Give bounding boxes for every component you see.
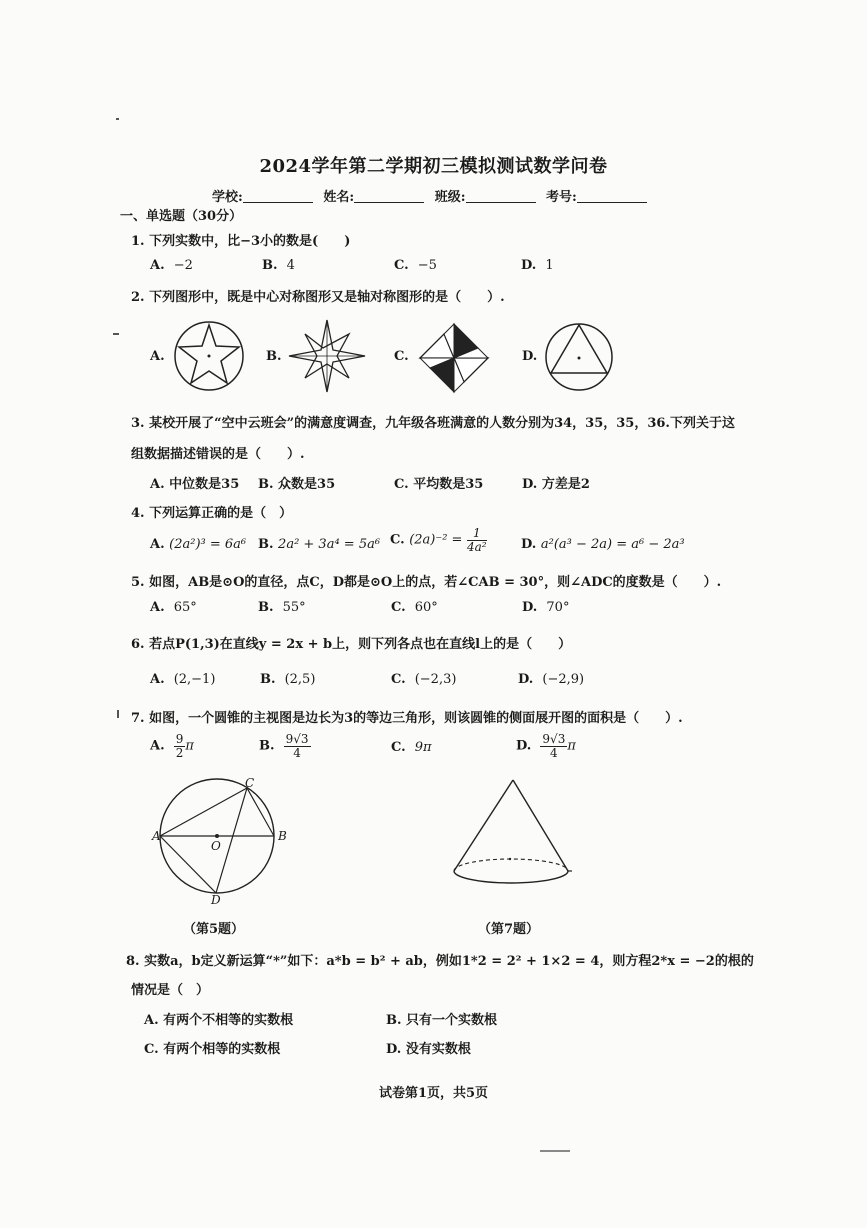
q6-option-a[interactable]: A. (2,−1) (150, 672, 216, 687)
class-label: 班级: (434, 190, 466, 205)
question-3-line2: 组数据描述错误的是（ ）. (131, 447, 305, 462)
question-6: 6. 若点P(1,3)在直线y = 2x + b上，则下列各点也在直线l上的是（ ） (131, 637, 572, 652)
q5-option-b[interactable]: B. 55° (258, 600, 306, 615)
label-o: O (211, 839, 221, 853)
compass-star-figure (287, 318, 367, 394)
q7-option-d[interactable]: D. $\frac{9√3}{4}$ π (516, 732, 576, 760)
q4-option-d[interactable]: D. a²(a³ − 2a) = a⁶ − 2a³ (521, 537, 685, 552)
question-2: 2. 下列图形中，既是中心对称图形又是轴对称图形的是（ ）. (131, 290, 505, 305)
question-1: 1. 下列实数中，比−3小的数是( ) (131, 234, 351, 249)
exam-no-label: 考号: (546, 190, 577, 205)
q7-figure-caption: （第7题） (478, 922, 540, 937)
scan-speck (117, 710, 119, 718)
school-blank[interactable] (243, 190, 313, 203)
fraction: $\frac{1}{\text{4a²}}$ (466, 526, 487, 554)
label-b: B (278, 829, 287, 843)
q8-option-c[interactable]: C. 有两个相等的实数根 (144, 1042, 281, 1057)
scan-speck (113, 333, 119, 335)
scan-speck (540, 1150, 570, 1152)
q2-option-c[interactable]: C. (394, 349, 409, 364)
q1-option-b[interactable]: B. 4 (262, 258, 295, 273)
star-in-circle-figure (172, 321, 246, 391)
q5-figure-caption: （第5题） (183, 922, 245, 937)
q7-option-c[interactable]: C. 9π (391, 740, 432, 755)
q6-option-b[interactable]: B. (2,5) (260, 672, 316, 687)
q6-option-c[interactable]: C. (−2,3) (391, 672, 457, 687)
class-blank[interactable] (466, 190, 536, 203)
q2-option-d[interactable]: D. (522, 349, 538, 364)
name-blank[interactable] (354, 190, 424, 203)
q4-option-a[interactable]: A. (2a²)³ = 6a⁶ (150, 537, 247, 552)
q6-option-d[interactable]: D. (−2,9) (518, 672, 585, 687)
q5-option-a[interactable]: A. 65° (150, 600, 197, 615)
page-title: 2024学年第二学期初三模拟测试数学问卷 (259, 156, 608, 177)
q5-option-d[interactable]: D. 70° (522, 600, 570, 615)
question-4: 4. 下列运算正确的是（ ） (131, 506, 293, 521)
q7-option-a[interactable]: A. $\frac{9}{2}$ π (150, 732, 194, 760)
student-info-line (212, 186, 653, 205)
q3-option-c[interactable]: C. 平均数是35 (394, 477, 484, 492)
name-label: 姓名: (323, 190, 355, 205)
q4-option-b[interactable]: B. 2a² + 3a⁴ = 5a⁶ (258, 537, 381, 552)
pinwheel-figure (418, 322, 490, 394)
label-d: D (211, 893, 221, 907)
label-a: A (152, 829, 161, 843)
q1-option-a[interactable]: A. −2 (150, 258, 193, 273)
q1-option-d[interactable]: D. 1 (521, 258, 554, 273)
q8-option-b[interactable]: B. 只有一个实数根 (386, 1013, 498, 1028)
q4-option-c[interactable]: C. (2a)⁻² = $\frac{1}{\text{4a²}}$ (390, 526, 487, 554)
question-8: 8. 实数a，b定义新运算“*”如下：a*b = b² + ab，例如1*2 = 2² + 1×2 = 4，则方程2*x = −2的根的 (126, 954, 754, 969)
q8-option-d[interactable]: D. 没有实数根 (386, 1042, 471, 1057)
q3-option-a[interactable]: A. 中位数是35 (150, 477, 240, 492)
q2-option-b[interactable]: B. (266, 349, 282, 364)
q7-cone-figure (448, 776, 588, 896)
q7-option-b[interactable]: B. $\frac{9√3}{4}$ (259, 732, 309, 760)
q1-option-c[interactable]: C. −5 (394, 258, 437, 273)
page-footer: 试卷第1页，共5页 (378, 1086, 489, 1101)
q3-option-b[interactable]: B. 众数是35 (258, 477, 336, 492)
question-7: 7. 如图，一个圆锥的主视图是边长为3的等边三角形，则该圆锥的侧面展开图的面积是（ ）. (131, 711, 683, 726)
school-label: 学校: (212, 190, 243, 205)
exam-no-blank[interactable] (577, 190, 647, 203)
section-heading: 一、单选题（30分） (120, 209, 243, 224)
question-3: 3. 某校开展了“空中云班会”的满意度调查，九年级各班满意的人数分别为34，35，35，36.下列关于这 (131, 416, 735, 431)
q3-option-d[interactable]: D. 方差是2 (522, 477, 590, 492)
q5-option-c[interactable]: C. 60° (391, 600, 438, 615)
label-c: C (245, 776, 255, 790)
question-8-line2: 情况是（ ） (131, 983, 210, 998)
question-5: 5. 如图，AB是⊙O的直径，点C，D都是⊙O上的点，若∠CAB = 30°，则∠ADC的度数是（ ）. (131, 575, 722, 590)
q2-option-a[interactable]: A. (150, 349, 165, 364)
triangle-in-circle-figure (544, 322, 614, 392)
q8-option-a[interactable]: A. 有两个不相等的实数根 (144, 1013, 294, 1028)
scan-speck (116, 118, 119, 120)
